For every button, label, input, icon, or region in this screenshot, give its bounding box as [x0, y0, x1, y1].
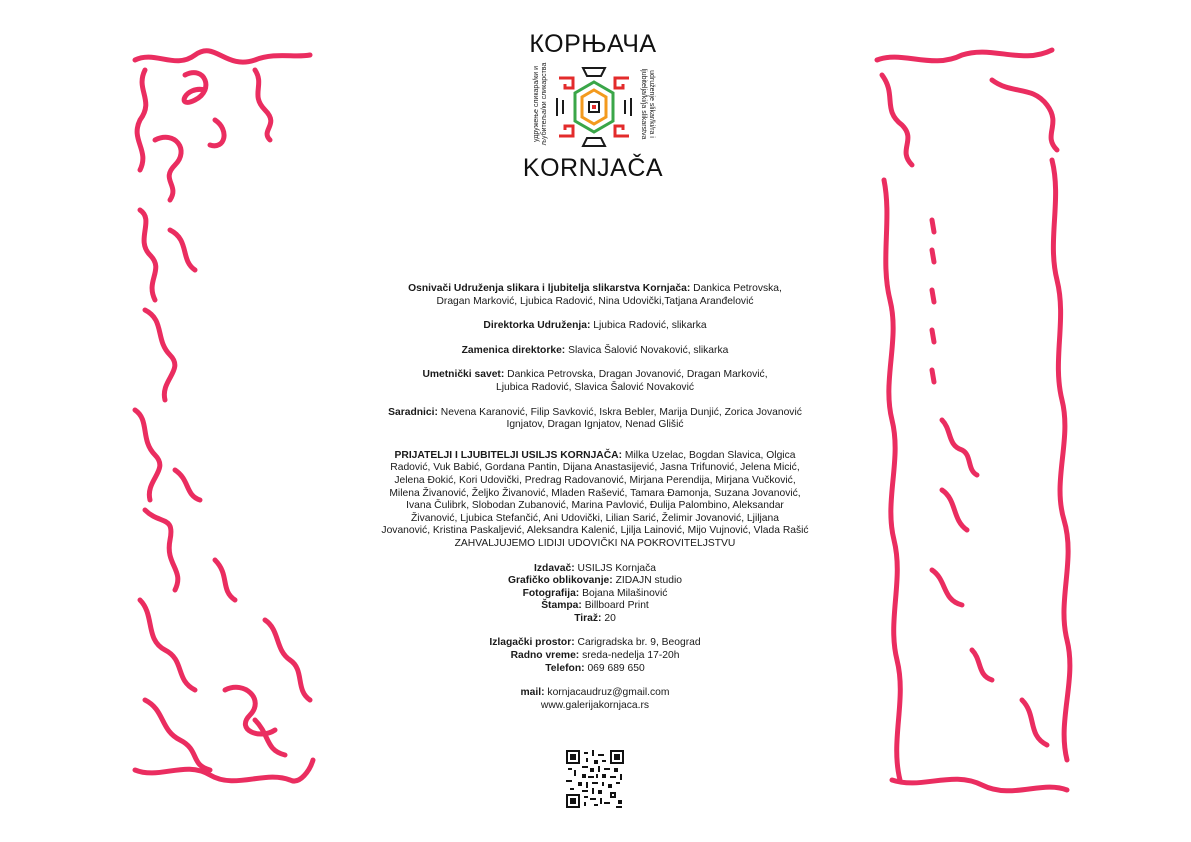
design-label: Grafičko oblikovanje: [508, 575, 613, 587]
copies-value: 20 [604, 612, 616, 624]
copies-label: Tiraž: [574, 612, 602, 624]
council-line-1 [360, 369, 830, 382]
associates-value-1: Nevena Karanović, Filip Savković, Iskra Bebler, Marija Dunjić, Zorica Jovanović [440, 406, 802, 418]
logo [518, 30, 668, 190]
publisher-line [360, 563, 830, 576]
publisher-label: Izdavač: [534, 562, 575, 574]
council-value-1: Dankica Petrovska, Dragan Jovanović, Dragan Marković, [507, 369, 768, 381]
qr-code-icon[interactable] [566, 750, 624, 808]
associates-line-2: Ignjatov, Dragan Ignjatov, Nenad Glišić [506, 419, 684, 431]
hours-label: Radno vreme: [510, 650, 580, 662]
phone-label: Telefon: [545, 662, 585, 674]
friends-line-1 [360, 450, 830, 463]
print-value: Billboard Print [584, 600, 649, 612]
thanks-line: ZAHVALJUJEMO LIDIJI UDOVIČKI NA POKROVITELJSTVU [454, 537, 736, 549]
friends-value-1: Milka Uzelac, Bogdan Slavica, Olgica [624, 449, 796, 461]
founders-line-1 [360, 283, 830, 296]
founders-value-1: Dankica Petrovska, [693, 283, 782, 294]
phone-line [360, 663, 830, 676]
turtle-emblem-icon [553, 64, 635, 150]
logo-side-text-cyrillic: удружење сликара/ки и љубитеља/ки сликарства [533, 62, 548, 146]
design-value: ZIDAJN studio [615, 575, 682, 587]
council-label: Umetnički savet: [422, 369, 505, 381]
friends-line: Živanović, Ljubica Stefančić, Ani Udovički, Lilian Sarić, Želimir Jovanović, Ljiljana [411, 512, 779, 524]
founders-line-2: Dragan Marković, Ljubica Radović, Nina Udovički,Tatjana Aranđelović [436, 295, 754, 307]
director-line [360, 320, 830, 333]
friends-label: PRIJATELJI I LJUBITELJI USILJS KORNJAČA: [394, 449, 623, 461]
friends-line: Jovanović, Kristina Paskaljević, Aleksandra Kalenić, Ljilja Lainović, Mijo Vujnović, Vlada Rašić [381, 525, 809, 537]
website-link[interactable]: www.galerijakornjaca.rs [540, 699, 650, 711]
deputy-value: Slavica Šalović Novaković, slikarka [568, 344, 729, 356]
print-line [360, 600, 830, 613]
friends-line: Ivana Čulibrk, Slobodan Zubanović, Marina Pavlović, Đulija Palombino, Aleksandar [406, 500, 784, 512]
logo-side-text-latin: udruženje slikar/ki/ra i ljubitelja/ki/ja slikarstva [640, 68, 655, 140]
space-line [360, 637, 830, 650]
director-label: Direktorka Udruženja: [483, 320, 591, 332]
logo-title-latin: KORNJAČA [522, 154, 664, 182]
mail-label: mail: [520, 687, 545, 699]
space-value: Carigradska br. 9, Beograd [577, 637, 701, 649]
publisher-value: USILJS Kornjača [577, 562, 656, 574]
council-line-2: Ljubica Radović, Slavica Šalović Novaković [495, 381, 695, 393]
friends-line: Jelena Đokić, Kori Udovički, Predrag Radovanović, Mirjana Perendija, Mirjana Vučković, [394, 474, 796, 486]
director-value: Ljubica Radović, slikarka [593, 320, 707, 332]
print-label: Štampa: [541, 600, 582, 612]
deputy-label: Zamenica direktorke: [461, 344, 566, 356]
decorative-border-left [115, 0, 320, 842]
design-line [360, 575, 830, 588]
space-label: Izlagački prostor: [489, 637, 575, 649]
deputy-line [360, 345, 830, 358]
photo-label: Fotografija: [522, 587, 580, 599]
photo-value: Bojana Milašinović [582, 587, 668, 599]
hours-value: sreda-nedelja 17-20h [582, 650, 680, 662]
hours-line [360, 650, 830, 663]
founders-label: Osnivači Udruženja slikara i ljubitelja slikarstva Kornjača: [408, 283, 691, 294]
photo-line [360, 588, 830, 601]
friends-line: Radović, Vuk Babić, Gordana Pantin, Dijana Anastasijević, Jasna Trifunović, Jelena Micić, [390, 462, 800, 474]
decorative-border-right [872, 0, 1078, 842]
copies-line [360, 613, 830, 626]
mail-line [360, 687, 830, 700]
credits-block [360, 283, 830, 712]
associates-label: Saradnici: [388, 406, 438, 418]
mail-value[interactable]: kornjacaudruz@gmail.com [547, 687, 670, 699]
friends-line: Milena Živanović, Željko Živanović, Mladen Rašević, Tamara Đamonja, Suzana Jovanović, [389, 487, 801, 499]
logo-title-cyrillic: КОРЊАЧА [529, 30, 657, 58]
phone-value: 069 689 650 [587, 662, 645, 674]
associates-line-1 [360, 407, 830, 420]
